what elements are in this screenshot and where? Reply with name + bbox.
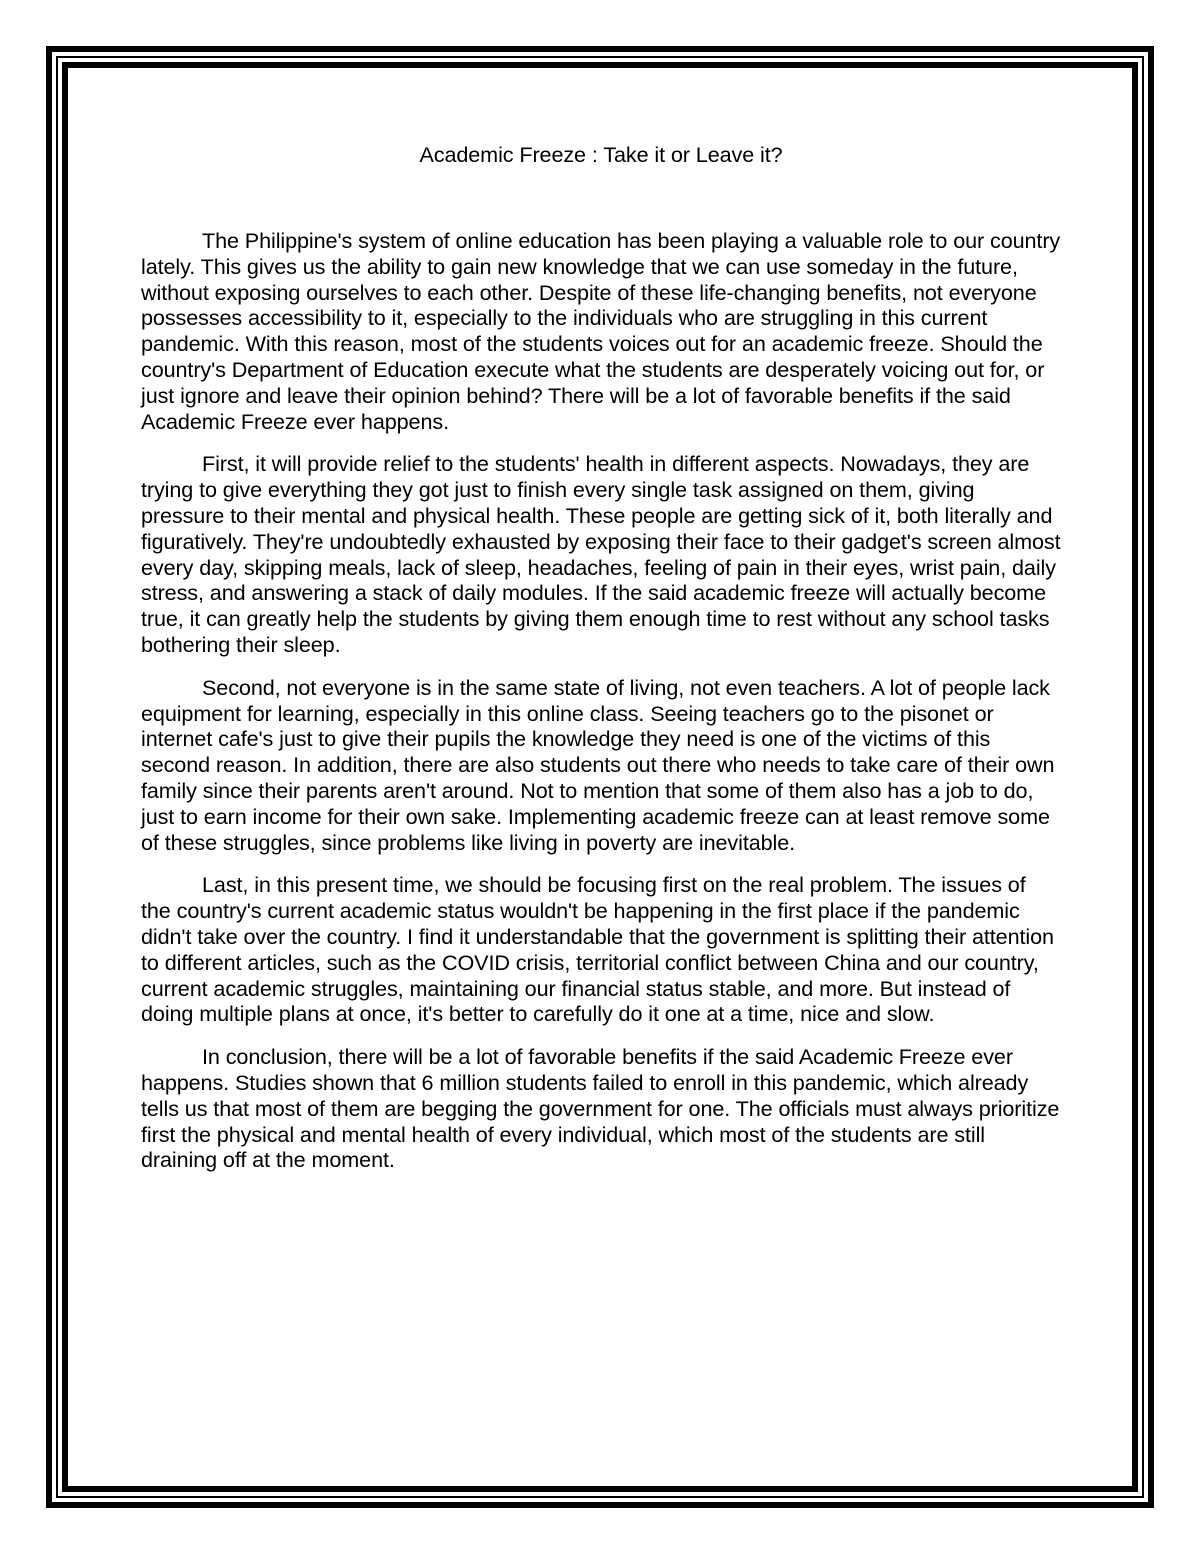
paragraph-conclusion: In conclusion, there will be a lot of favorable benefits if the said Academic Freeze ever happens. Studies shown that 6 million students failed to enroll in this pandemic, which already tells us that most of them are begging the government for one. The officials must always prioritize first the physical and mental health of every individual, which most of the students are still draining off at the moment. xyxy=(141,1044,1060,1173)
paragraph-introduction: The Philippine's system of online education has been playing a valuable role to our country lately. This gives us the ability to gain new knowledge that we can use someday in the future, without exposing ourselves to each other. Despite of these life-changing benefits, not everyone possesses accessibility to it, especially to the individuals who are struggling in this current pandemic. With this reason, most of the students voices out for an academic freeze. Should the country's Department of Education execute what the students are desperately voicing out for, or just ignore and leave their opinion behind? There will be a lot of favorable benefits if the said Academic Freeze ever happens. xyxy=(141,228,1061,434)
paragraph-first-reason: First, it will provide relief to the students' health in different aspects. Nowadays, they are trying to give everything they got just to finish every single task assigned on them, giving pressure to their mental and physical health. These people are getting sick of it, both literally and figuratively. They're undoubtedly exhausted by exposing their face to their gadget's screen almost every day, skipping meals, lack of sleep, headaches, feeling of pain in their eyes, wrist pain, daily stress, and answering a stack of daily modules. If the said academic freeze will actually become true, it can greatly help the students by giving them enough time to rest without any school tasks bothering their sleep. xyxy=(141,451,1061,657)
document-title: Academic Freeze : Take it or Leave it? xyxy=(419,142,783,167)
paragraph-last-reason: Last, in this present time, we should be focusing first on the real problem. The issues of the country's current academic status wouldn't be happening in the first place if the pandemic didn't take over the country. I find it understandable that the government is splitting their attention to different articles, such as the COVID crisis, territorial conflict between China and our country, current academic struggles, maintaining our financial status stable, and more. But instead of doing multiple plans at once, it's better to carefully do it one at a time, nice and slow. xyxy=(141,872,1054,1027)
document-body xyxy=(141,142,1061,1190)
paragraph-second-reason: Second, not everyone is in the same state of living, not even teachers. A lot of people lack equipment for learning, especially in this online class. Seeing teachers go to the pisonet or internet cafe's just to give their pupils the knowledge they need is one of the victims of this second reason. In addition, there are also students out there who needs to take care of their own family since their parents aren't around. Not to mention that some of them also has a job to do, just to earn income for their own sake. Implementing academic freeze can at least remove some of these struggles, since problems like living in poverty are inevitable. xyxy=(141,674,1055,855)
